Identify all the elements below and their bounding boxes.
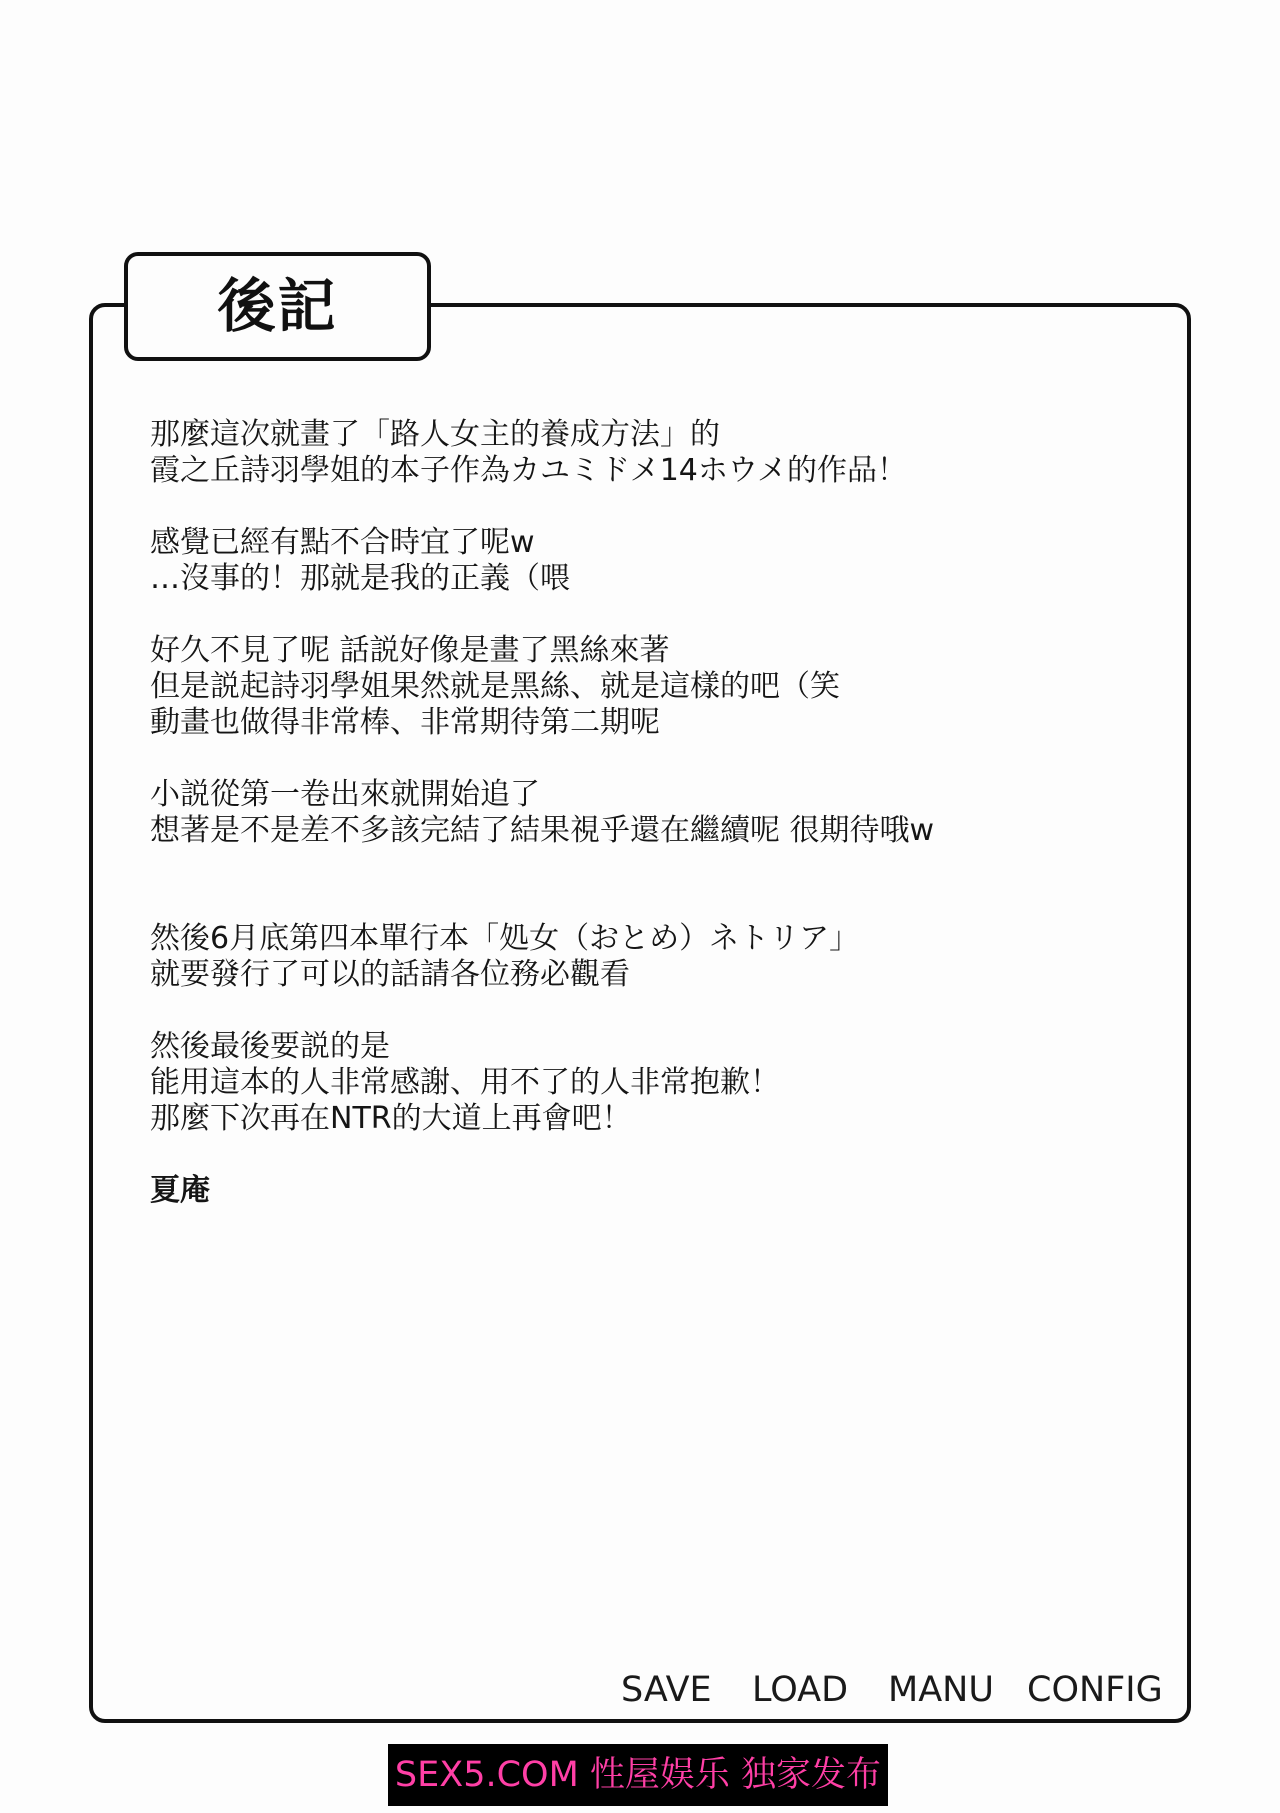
text-line: 就要發行了可以的話請各位務必觀看 [150, 957, 630, 992]
paragraph [150, 921, 934, 993]
text-line: 但是説起詩羽學姐果然就是黑絲、就是這樣的吧（笑 [150, 669, 840, 704]
author-signature: 夏庵 [150, 1173, 210, 1208]
config-button[interactable]: CONFIG [1027, 1670, 1163, 1710]
text-line: 能用這本的人非常感謝、用不了的人非常抱歉！ [150, 1065, 780, 1100]
title-tab [124, 252, 431, 361]
menu-button[interactable]: MANU [888, 1670, 994, 1710]
text-line: 那麼下次再在NTR的大道上再會吧！ [150, 1101, 632, 1136]
text-line: 動畫也做得非常棒、非常期待第二期呢 [150, 705, 660, 740]
paragraph [150, 777, 934, 849]
paragraph [150, 417, 934, 489]
load-button[interactable]: LOAD [752, 1670, 849, 1710]
paragraph [150, 525, 934, 597]
afterword-body [150, 417, 934, 1209]
watermark-banner [388, 1744, 888, 1806]
paragraph [150, 633, 934, 741]
text-line: 那麼這次就畫了「路人女主的養成方法」的 [150, 417, 720, 452]
text-line: 好久不見了呢 話説好像是畫了黑絲來著 [150, 633, 670, 668]
text-line: 感覺已經有點不合時宜了呢w [150, 525, 535, 560]
text-line: 小説從第一卷出來就開始追了 [150, 777, 540, 812]
page-title: 後記 [217, 272, 338, 340]
save-button[interactable]: SAVE [621, 1670, 712, 1710]
text-line: 想著是不是差不多該完結了結果視乎還在繼續呢 很期待哦w [150, 813, 935, 848]
paragraph [150, 1029, 934, 1137]
text-line: 然後6月底第四本單行本「処女（おとめ）ネトリア」 [150, 921, 860, 956]
text-line: …沒事的！那就是我的正義（喂 [150, 561, 570, 596]
text-line: 霞之丘詩羽學姐的本子作為カユミドメ14ホウメ的作品！ [150, 453, 907, 488]
watermark-text: SEX5.COM 性屋娱乐 独家发布 [394, 1755, 882, 1795]
text-line: 然後最後要説的是 [150, 1029, 390, 1064]
